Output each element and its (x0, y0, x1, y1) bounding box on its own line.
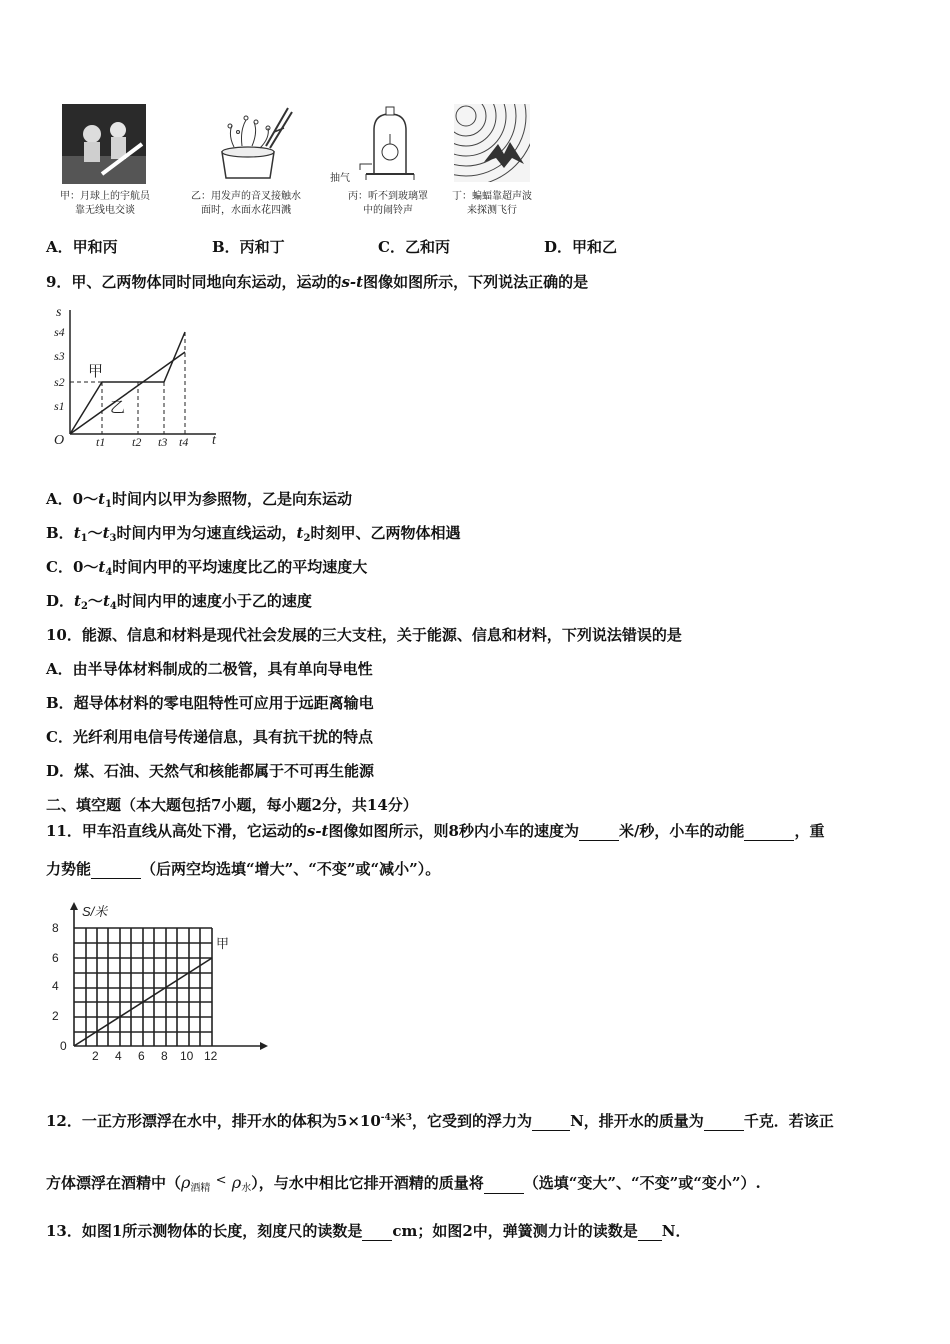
q10-option-d: D．煤、石油、天然气和核能都属于不可再生能源 (46, 762, 375, 780)
q11-xtick-6: 6 (138, 1049, 145, 1063)
q9-option-c: C．$0\sim t_4$时间内甲的平均速度比乙的平均速度大 (46, 558, 368, 578)
q9-ytick-s1: s1 (54, 399, 65, 413)
q9-xtick-t2: t2 (132, 435, 142, 449)
bat-echolocation-image (454, 104, 530, 182)
pump-label: 抽气 (330, 173, 350, 184)
q8-option-c: C．乙和丙 (378, 238, 450, 256)
q9-st-graph (44, 304, 224, 452)
q11-xtick-8: 8 (161, 1049, 168, 1063)
q11-blank-kinetic[interactable] (744, 826, 794, 841)
q10-option-b: B．超导体材料的零电阻特性可应用于远距离输电 (46, 694, 374, 712)
q9-option-d: D．$t_2\sim t_4$时间内甲的速度小于乙的速度 (46, 592, 312, 612)
q9-x-axis-label: t (212, 433, 216, 448)
q11-ytick-4: 4 (52, 979, 59, 993)
q11-ytick-8: 8 (52, 921, 59, 935)
q9-ytick-s2: s2 (54, 375, 65, 389)
q9-xtick-t1: t1 (96, 435, 106, 449)
q9-origin: O (54, 433, 65, 448)
q9-y-axis-label: s (56, 305, 62, 320)
q11-xtick-10: 10 (180, 1049, 194, 1063)
caption-jia: 甲：月球上的宇航员 靠无线电交谈 (60, 191, 150, 216)
q8-option-a: A．甲和丙 (46, 238, 118, 256)
tuning-fork-water-image (204, 102, 296, 184)
q11-xtick-12: 12 (204, 1049, 218, 1063)
q11-y-axis-label: S/米 (82, 904, 108, 919)
q12-blank-mass[interactable] (704, 1116, 744, 1131)
caption-yi: 乙：用发声的音叉接触水 面时，水面水花四溅 (191, 191, 301, 216)
q11-st-graph (44, 900, 272, 1066)
section-heading: 二、填空题（本大题包括7小题，每小题2分，共14分） (46, 796, 418, 814)
q12-blank-alcohol-mass[interactable] (484, 1179, 524, 1194)
q9-ytick-s3: s3 (54, 349, 65, 363)
q10-stem: 10．能源、信息和材料是现代社会发展的三大支柱，关于能源、信息和材料，下列说法错误的是 (46, 626, 682, 644)
q11-line2: 力势能 （后两空均选填“增大”、“不变”或“减小”）。 (46, 860, 441, 878)
q11-blank-potential[interactable] (91, 864, 141, 879)
q12-blank-buoyancy[interactable] (532, 1116, 570, 1131)
q11-xtick-4: 4 (115, 1049, 122, 1063)
q9-label-yi: 乙 (110, 400, 126, 416)
q8-option-d: D．甲和乙 (544, 238, 618, 256)
q11-ytick-0: 0 (60, 1039, 67, 1053)
q9-xtick-t4: t4 (179, 435, 189, 449)
q13-blank-spring[interactable] (638, 1226, 662, 1241)
q11-ytick-6: 6 (52, 951, 59, 965)
q9-xtick-t3: t3 (158, 435, 168, 449)
q11-blank-speed[interactable] (579, 826, 619, 841)
q11-xtick-2: 2 (92, 1049, 99, 1063)
q9-option-b: B．$t_1\sim t_3$时间内甲为匀速直线运动，$t_2$时刻甲、乙两物体相遇 (46, 524, 461, 544)
q13-blank-ruler[interactable] (362, 1226, 392, 1241)
q9-option-a: A．$0\sim t_1$时间内以甲为参照物，乙是向东运动 (46, 490, 352, 510)
q12-line1: 12．一正方形漂浮在水中，排开水的体积为$5\times 10^{-4}$米$^3$，它受到的浮力为 N，排开水的质量为 千克．若该正 (46, 1112, 834, 1130)
q11-line1: 11．甲车沿直线从高处下滑，它运动的s-t图像如图所示，则8秒内小车的速度为 米/秒，小车的动能 ，重 (46, 822, 825, 840)
q11-ytick-2: 2 (52, 1009, 59, 1023)
astronaut-photo (62, 104, 146, 184)
caption-bing: 丙：听不到玻璃罩 中的闹铃声 (348, 191, 428, 216)
caption-ding: 丁：蝙蝠靠超声波 来探测飞行 (452, 191, 532, 216)
q8-option-b: B．丙和丁 (212, 238, 285, 256)
q11-label-jia: 甲 (216, 936, 230, 951)
q10-option-c: C．光纤利用电信号传递信息，具有抗干扰的特点 (46, 728, 373, 746)
q13-line: 13．如图1所示测物体的长度，刻度尺的读数是 cm；如图2中，弹簧测力计的读数是 N． (46, 1222, 691, 1240)
q9-label-jia: 甲 (88, 364, 104, 380)
q12-line2: 方体漂浮在酒精中$(\rho_{酒精} < \rho_水)$，与水中相比它排开酒精的质量将 （选填“变大”、“不变”或“变小”）. (46, 1173, 761, 1194)
q9-stem: 9．甲、乙两物体同时同地向东运动，运动的s-t图像如图所示，下列说法正确的是 (46, 273, 589, 291)
q9-ytick-s4: s4 (54, 325, 65, 339)
bell-jar-image (352, 104, 424, 184)
q10-option-a: A．由半导体材料制成的二极管，具有单向导电性 (46, 660, 373, 678)
